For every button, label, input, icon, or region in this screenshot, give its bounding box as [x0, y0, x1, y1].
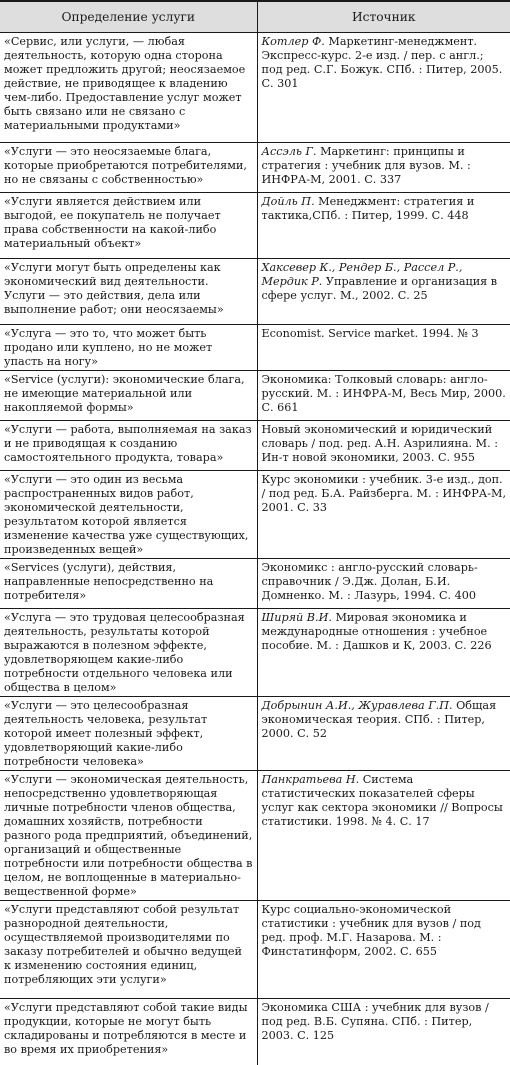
source-cell: [257, 325, 510, 371]
table-row: [0, 771, 510, 901]
table-body: [0, 33, 510, 1065]
definition-cell: «Услуги — это один из весьма распространенных видов работ, экономической деятельности, результатом которой является изменение качества уже существующих, произведенных вещей»: [0, 471, 257, 559]
source-cell: [257, 609, 510, 697]
definition-cell: «Сервис, или услуги, — любая деятельность, которую одна сторона может предложить другой; неосязаемое действие, не приводящее к владению чем-либо. Предоставление услуг может быть связано или не связано с материальными продуктами»: [0, 33, 257, 143]
table-row: [0, 143, 510, 193]
source-author: Панкратьева Н.: [261, 773, 360, 786]
source-text: Курс экономики : учебник. 3-е изд., доп. / под ред. Б.А. Райзберга. М. : ИНФРА-М, 2001. С. 33: [261, 473, 507, 514]
table-header-row: [0, 1, 510, 33]
definition-cell: «Услуги — это целесообразная деятельность человека, результат которой имеет полезный эффект, удовлетворяющий какие-либо потребности человека»: [0, 697, 257, 771]
table-row: [0, 259, 510, 325]
table-row: [0, 325, 510, 371]
source-cell: [257, 143, 510, 193]
definition-cell: «Услуги могут быть определены как экономический вид деятельности. Услуги — это действия, дела или выполнение работ; они неосязаемы»: [0, 259, 257, 325]
source-cell: [257, 259, 510, 325]
source-cell: [257, 421, 510, 471]
source-author: Ширяй В.И.: [261, 611, 332, 624]
source-author: Дойль П.: [261, 195, 315, 208]
source-cell: [257, 193, 510, 259]
table-row: [0, 471, 510, 559]
table-row: [0, 421, 510, 471]
source-cell: [257, 697, 510, 771]
source-text: Маркетинг: принципы и стратегия : учебник для вузов. М. : ИНФРА-М, 2001. С. 337: [261, 145, 471, 186]
source-author: Ассэль Г.: [261, 145, 317, 158]
definition-cell: «Услуги — экономическая деятельность, непосредственно удовлетворяющая личные потребности членов общества, домашних хозяйств, потребности разного рода предприятий, объединений, организаций и общественные потребности или потребности общества в целом, не воплощенные в материально-вещественной форме»: [0, 771, 257, 901]
source-text: Система статистических показателей сферы услуг как сектора экономики // Вопросы статистики. 1998. № 4. С. 17: [261, 773, 503, 828]
source-text: Общая экономическая теория. СПб. : Питер, 2000. С. 52: [261, 699, 497, 740]
source-author: Добрынин А.И., Журавлева Г.П.: [261, 699, 453, 712]
source-text: Мировая экономика и международные отношения : учебное пособие. М. : Дашков и К, 2003. С. 226: [261, 611, 492, 652]
table-row: [0, 559, 510, 609]
source-author: Хаксевер К., Рендер Б., Рассел Р., Мердик Р.: [261, 261, 463, 288]
definition-cell: «Services (услуги), действия, направленные непосредственно на потребителя»: [0, 559, 257, 609]
definition-cell: «Услуга — это то, что может быть продано или куплено, но не может упасть на ногу»: [0, 325, 257, 371]
table-row: [0, 609, 510, 697]
table-row: [0, 697, 510, 771]
source-cell: [257, 471, 510, 559]
table-row: [0, 193, 510, 259]
table-row: [0, 999, 510, 1065]
source-cell: [257, 559, 510, 609]
header-definition: Определение услуги: [0, 1, 257, 33]
source-cell: [257, 371, 510, 421]
definition-cell: «Услуги — работа, выполняемая на заказ и не приводящая к созданию самостоятельного продукта, товара»: [0, 421, 257, 471]
header-source: Источник: [257, 1, 510, 33]
source-text: Менеджмент: стратегия и тактика,СПб. : Питер, 1999. С. 448: [261, 195, 475, 222]
source-cell: [257, 999, 510, 1065]
source-text: Курс социально-экономической статистики : учебник для вузов / под ред. проф. М.Г. Назарова. М. : Финстатинформ, 2002. С. 655: [261, 903, 481, 958]
source-text: Экономикс : англо-русский словарь-справочник / Э.Дж. Долан, Б.И. Домненко. М. : Лазурь, 1994. С. 400: [261, 561, 478, 602]
definition-cell: «Услуги является действием или выгодой, ее покупатель не получает права собственности на какой-либо материальный объект»: [0, 193, 257, 259]
definition-cell: «Услуга — это трудовая целесообразная деятельность, результаты которой выражаются в полезном эффекте, удовлетворяющем какие-либо потребности отдельного человека или общества в целом»: [0, 609, 257, 697]
source-cell: [257, 771, 510, 901]
source-text: Маркетинг-менеджмент. Экспресс-курс. 2-е изд. / пер. с англ.; под ред. С.Г. Божук. СПб. : Питер, 2005. С. 301: [261, 35, 503, 90]
source-text: Economist. Service market. 1994. № 3: [261, 327, 479, 340]
table-row: [0, 371, 510, 421]
source-author: Котлер Ф.: [261, 35, 325, 48]
source-text: Управление и организация в сфере услуг. М., 2002. С. 25: [261, 275, 498, 302]
source-text: Экономика США : учебник для вузов / под ред. В.Б. Супяна. СПб. : Питер, 2003. С. 125: [261, 1001, 489, 1042]
source-cell: [257, 33, 510, 143]
source-text: Экономика: Толковый словарь: англо-русский. М. : ИНФРА-М, Весь Мир, 2000. С. 661: [261, 373, 506, 414]
definition-cell: «Услуги представляют собой такие виды продукции, которые не могут быть складированы и потребляются в месте и во время их приобретения»: [0, 999, 257, 1065]
source-cell: [257, 901, 510, 999]
source-text: Новый экономический и юридический словарь / под. ред. А.Н. Азрилияна. М. : Ин-т новой экономики, 2003. С. 955: [261, 423, 498, 464]
definition-cell: «Услуги — это неосязаемые блага, которые приобретаются потребителями, но не связаны с собственностью»: [0, 143, 257, 193]
definition-cell: «Service (услуги): экономические блага, не имеющие материальной или накопляемой формы»: [0, 371, 257, 421]
table-row: [0, 901, 510, 999]
definition-cell: «Услуги представляют собой результат разнородной деятельности, осуществляемой производителями по заказу потребителей и обычно ведущей к изменению состояния единиц, потребляющих эти услуги»: [0, 901, 257, 999]
table-row: [0, 33, 510, 143]
